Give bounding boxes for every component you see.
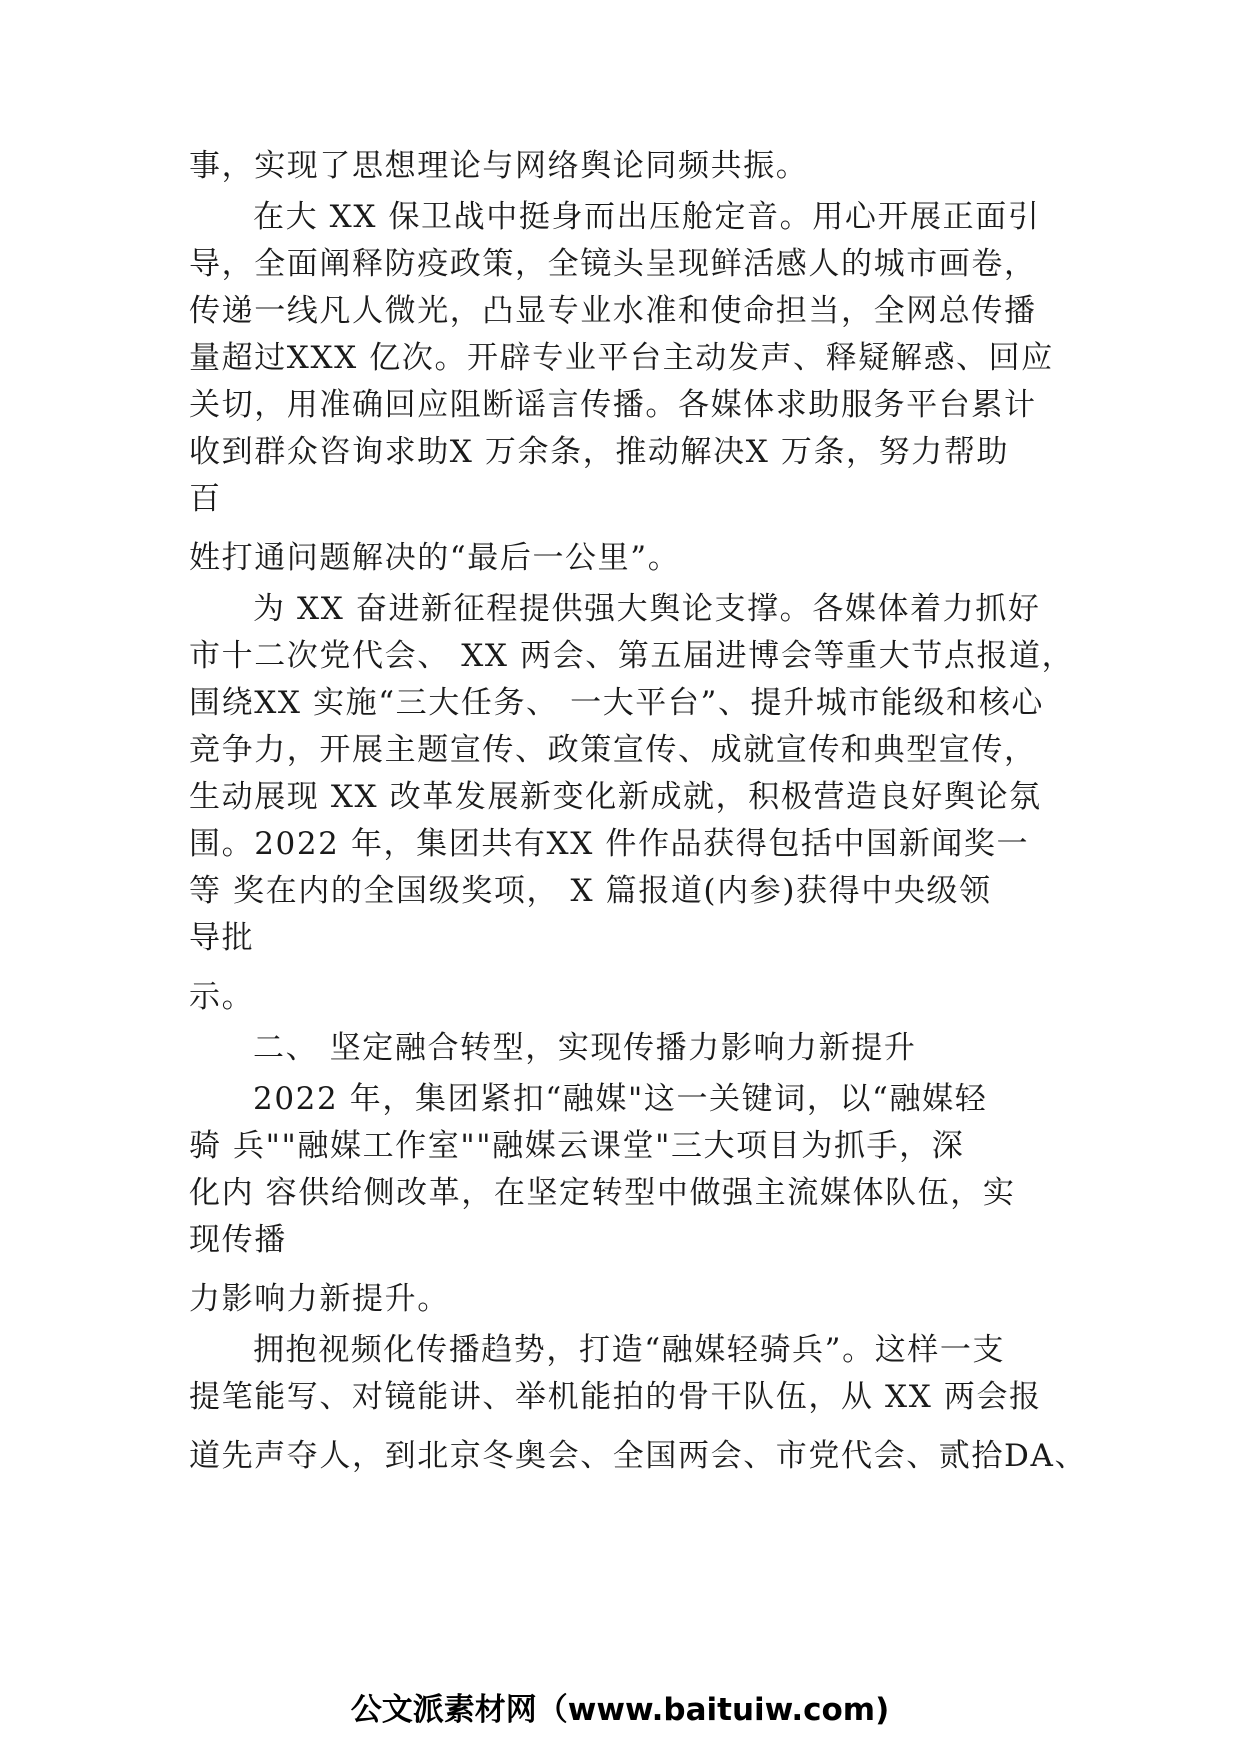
text-line: 提笔能写、对镜能讲、举机能拍的骨干队伍，从 XX 两会报 [189,1379,1042,1415]
text-line: 市十二次党代会、 XX 两会、第五届进博会等重大节点报道， [189,638,1075,674]
text-line: 围。2022 年，集团共有XX 件作品获得包括中国新闻奖一 [189,826,1030,862]
text-line: 化内 容供给侧改革，在坚定转型中做强主流媒体队伍，实 [189,1175,1016,1211]
text-line: 导批 [189,920,255,956]
paragraph-start-line: 为 XX 奋进新征程提供强大舆论支撑。各媒体着力抓好 [253,591,1041,627]
text-line: 道先声夺人，到北京冬奥会、全国两会、市党代会、贰拾DA、 [189,1438,1088,1474]
text-line: 现传播 [189,1222,287,1258]
footer-watermark-text: 公文派素材网（www.baituiw.com) [350,1692,890,1728]
text-line: 生动展现 XX 改革发展新变化新成就，积极营造良好舆论氛 [189,779,1042,815]
text-line: 关切，用准确回应阻断谣言传播。各媒体求助服务平台累计 [189,387,1037,423]
text-line: 百 [189,481,222,517]
text-line: 导，全面阐释防疫政策，全镜头呈现鲜活感人的城市画卷， [189,246,1037,282]
section-heading: 二、 坚定融合转型，实现传播力影响力新提升 [253,1030,917,1066]
text-line: 竞争力，开展主题宣传、政策宣传、成就宣传和典型宣传， [189,732,1037,768]
text-line: 事，实现了思想理论与网络舆论同频共振。 [189,148,809,184]
text-line: 骑 兵""融媒工作室""融媒云课堂"三大项目为抓手，深 [189,1128,965,1164]
paragraph-start-line: 在大 XX 保卫战中挺身而出压舱定音。用心开展正面引 [253,199,1041,235]
paragraph-start-line: 2022 年，集团紧扣“融媒"这一关键词，以“融媒轻 [253,1081,988,1117]
text-line: 示。 [189,979,255,1015]
text-line: 姓打通问题解决的“最后一公里”。 [189,540,681,576]
paragraph-start-line: 拥抱视频化传播趋势，打造“融媒轻骑兵”。这样一支 [253,1332,1006,1368]
text-line: 力影响力新提升。 [189,1281,450,1317]
text-line: 收到群众咨询求助X 万余条，推动解决X 万条，努力帮助 [189,434,1010,470]
text-line: 传递一线凡人微光，凸显专业水准和使命担当，全网总传播 [189,293,1037,329]
text-line: 量超过XXX 亿次。开辟专业平台主动发声、释疑解惑、回应 [189,340,1054,376]
text-line: 等 奖在内的全国级奖项， X 篇报道(内参)获得中央级领 [189,873,992,909]
text-line: 围绕XX 实施“三大任务、 一大平台”、提升城市能级和核心 [189,685,1044,721]
